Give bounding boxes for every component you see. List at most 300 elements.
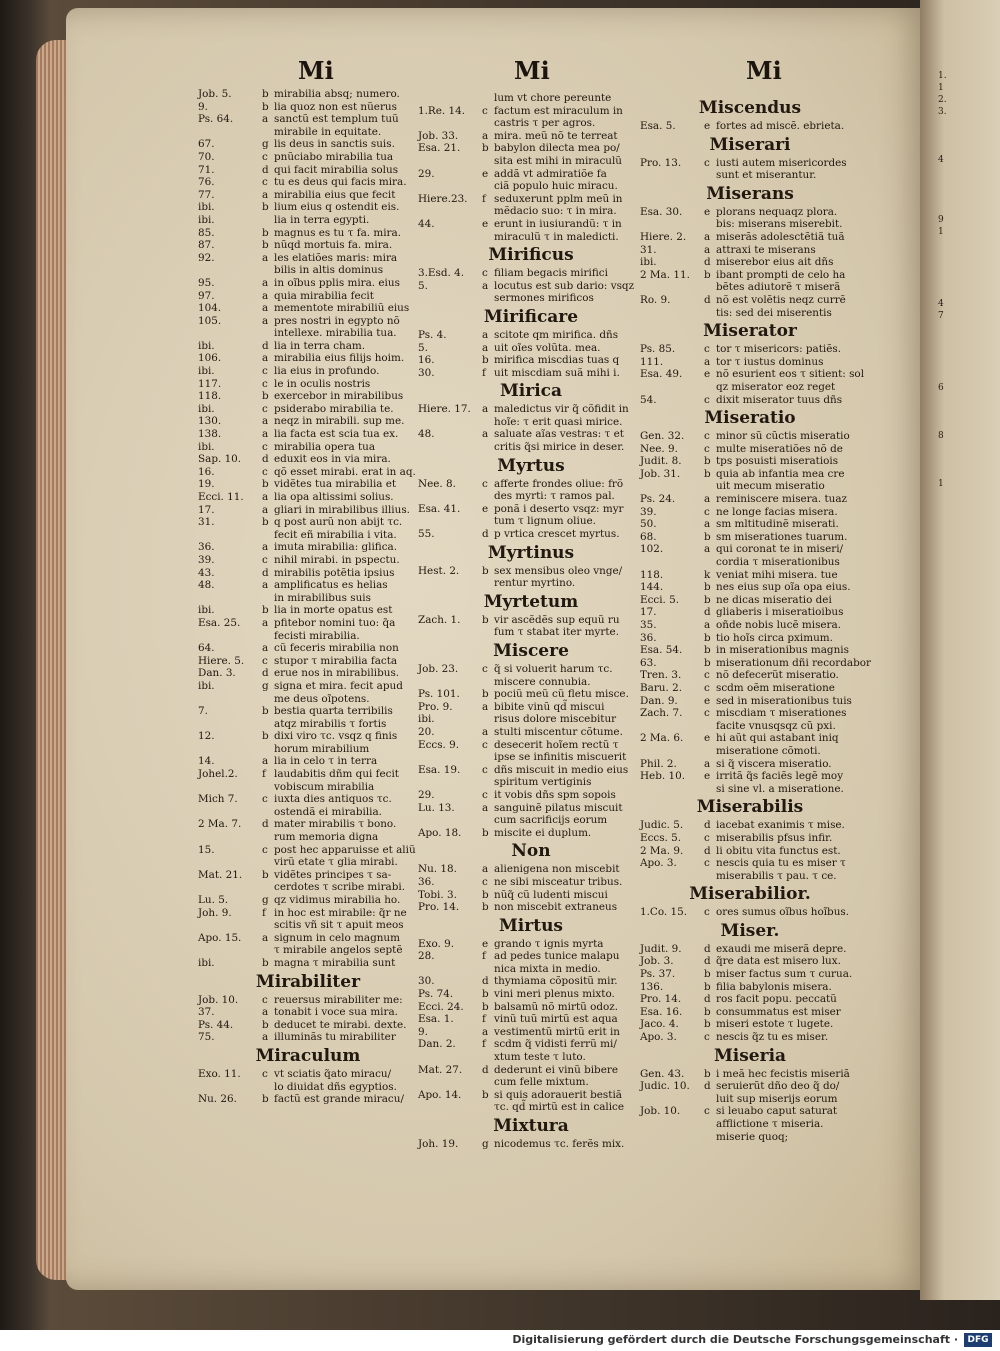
reference: 30.	[418, 975, 435, 988]
section-letter: a	[482, 328, 489, 341]
quotation: nes eius sup oĩa opa eius.	[716, 581, 851, 594]
reference	[640, 218, 704, 231]
reference	[198, 264, 262, 277]
quotation: in hoc est mirabile: q̃r ne	[274, 906, 407, 919]
quotation: cum felle mixtum.	[494, 1076, 589, 1089]
reference: Esa. 41.	[418, 502, 461, 515]
section-letter: d	[704, 942, 711, 955]
concordance-line	[640, 468, 860, 481]
quotation: uit miscdiam suã mihi i.	[494, 366, 620, 379]
quotation: dixi viro τc. vsqz q finis	[274, 730, 398, 743]
reference: Zach. 1.	[418, 613, 461, 626]
quotation: miserie quoq;	[716, 1130, 789, 1143]
section-letter: a	[262, 188, 269, 201]
quotation: erunt in iusiurandũ: τ in	[494, 217, 622, 230]
concordance-line	[640, 455, 860, 468]
section-letter: c	[704, 1105, 710, 1118]
quotation: ne sibi misceatur tribus.	[494, 875, 623, 888]
quotation: saluate aĩas vestras: τ et	[494, 428, 624, 441]
quotation: minor sũ cũctis miseratio	[716, 430, 850, 443]
reference: 2 Ma. 7.	[198, 818, 242, 831]
quotation: miseratione cõmoti.	[716, 744, 821, 757]
section-letter: a	[262, 755, 269, 768]
concordance-line	[198, 415, 418, 428]
header-middle: Mi	[514, 56, 550, 85]
quotation: seduxerunt pplm meũ in	[494, 192, 623, 205]
section-letter	[482, 92, 494, 105]
quotation: gliaberis i miseratioibus	[716, 606, 844, 619]
concordance-line	[198, 907, 418, 920]
concordance-line	[640, 819, 860, 832]
quotation: fortes ad miscẽ. ebrieta.	[716, 120, 845, 132]
section-letter: c	[704, 831, 710, 844]
quotation: ne longe facias misera.	[716, 505, 838, 518]
quotation: scitis vñ sit τ apuit meos	[274, 919, 404, 932]
quotation: vir ascẽdẽs sup equũ ru	[494, 613, 620, 626]
quotation: miscite ei duplum.	[494, 826, 592, 839]
reference: ibi.	[198, 440, 215, 453]
reference: 9.	[418, 1025, 428, 1038]
reference	[198, 944, 262, 957]
concordance-line	[198, 856, 418, 869]
concordance-line	[198, 881, 418, 894]
reference: Baru. 2.	[640, 681, 683, 694]
entry-heading: Mirificare	[483, 306, 579, 327]
reference: 36.	[640, 631, 657, 644]
quotation: sm miserationes tuarum.	[716, 530, 848, 543]
reference: ibi.	[418, 713, 435, 726]
section-letter: d	[704, 993, 711, 1006]
reference: Ps. 101.	[418, 688, 460, 701]
concordance-line	[640, 581, 860, 594]
concordance-line	[198, 579, 418, 592]
concordance-line	[640, 244, 860, 257]
reference: 17.	[640, 606, 657, 619]
section-letter	[482, 1101, 494, 1114]
entry-heading: Miseratio	[704, 408, 796, 429]
section-letter	[262, 718, 274, 731]
section-letter: b	[482, 1000, 489, 1013]
section-letter: a	[262, 1006, 269, 1019]
concordance-line	[418, 490, 644, 503]
reference	[418, 180, 482, 193]
quotation: tor τ misericors: patiẽs.	[716, 343, 842, 356]
quotation: ros facit popu. peccatũ	[716, 993, 837, 1006]
quotation: me deus oĩpotens.	[274, 692, 370, 705]
concordance-line	[640, 206, 860, 219]
section-letter: a	[704, 243, 711, 256]
section-letter: e	[704, 120, 711, 132]
reference: Lu. 5.	[198, 894, 229, 906]
footer-bar	[0, 1330, 1000, 1351]
reference	[198, 781, 262, 794]
quotation: quia ab infantia mea cre	[716, 467, 845, 480]
concordance-line	[198, 403, 418, 416]
section-letter: c	[262, 553, 268, 566]
concordance-line	[640, 394, 860, 407]
quotation: critis q̃si mirice in deser.	[494, 441, 625, 454]
reference	[198, 831, 262, 844]
section-letter	[482, 626, 494, 639]
concordance-line	[640, 745, 860, 758]
section-letter	[482, 963, 494, 976]
reference: Mich 7.	[198, 793, 238, 806]
reference: Ro. 9.	[640, 293, 671, 306]
quotation: qz vidimus mirabilia ho.	[274, 894, 401, 906]
section-letter: b	[262, 705, 269, 718]
concordance-line	[198, 630, 418, 643]
concordance-line	[198, 718, 418, 731]
quotation: filiam begacis mirifici	[494, 267, 608, 280]
reference: Judit. 9.	[640, 942, 682, 955]
concordance-line	[198, 101, 418, 114]
reference: 87.	[198, 239, 215, 252]
reference: 36.	[418, 875, 435, 888]
reference	[418, 117, 482, 130]
reference	[418, 751, 482, 764]
concordance-line	[640, 543, 860, 556]
section-letter: e	[482, 167, 489, 180]
reference: 54.	[640, 393, 657, 406]
concordance-line	[418, 663, 644, 676]
quotation: lia in morte opatus est	[274, 604, 393, 617]
dfg-logo: DFG	[964, 1333, 992, 1347]
concordance-line	[198, 793, 418, 806]
section-letter: c	[482, 875, 488, 888]
section-letter: b	[262, 604, 269, 617]
quotation: in mirabilibus suis	[274, 591, 371, 604]
concordance-line	[640, 1080, 860, 1093]
concordance-line	[418, 789, 644, 802]
reference: 29.	[418, 788, 435, 801]
reference: Eccs. 5.	[640, 831, 682, 844]
reference: 138.	[198, 428, 222, 441]
concordance-line	[198, 151, 418, 164]
reference: 105.	[198, 314, 222, 327]
concordance-line	[418, 403, 644, 416]
quotation: lium eius q ostendit eis.	[274, 201, 400, 214]
quotation: hoĩe: τ erit quasi mirice.	[494, 415, 623, 428]
quotation: fecisti mirabilia.	[274, 629, 360, 642]
quotation: exercebor in mirabilibus	[274, 390, 404, 403]
section-letter: b	[262, 226, 269, 239]
section-letter: c	[704, 343, 710, 356]
concordance-line	[640, 845, 860, 858]
concordance-line	[640, 506, 860, 519]
reference	[640, 480, 704, 493]
concordance-line	[418, 478, 644, 491]
reference	[640, 381, 704, 394]
quotation: des myrti: τ ramos pal.	[494, 490, 615, 503]
quotation: miseri estote τ lugete.	[716, 1018, 834, 1031]
concordance-line	[198, 919, 418, 932]
quotation: iuxta dies antiquos τc.	[274, 793, 392, 806]
quotation: mementote mirabiliũ eius	[274, 302, 410, 315]
section-letter: a	[482, 129, 489, 142]
concordance-line	[640, 770, 860, 783]
section-letter: a	[262, 503, 269, 516]
quotation: in oĩbus pplis mira. eius	[274, 276, 400, 289]
section-letter	[262, 1081, 274, 1094]
concordance-line	[640, 720, 860, 733]
section-letter	[482, 416, 494, 429]
reference	[640, 169, 704, 182]
reference: 111.	[640, 355, 664, 368]
quotation: vobiscum mirabilia	[274, 780, 375, 793]
concordance-line	[198, 214, 418, 227]
reference: Mat. 21.	[198, 868, 243, 881]
concordance-line	[418, 503, 644, 516]
quotation: virũ etate τ glia mirabi.	[274, 856, 398, 869]
column-left	[198, 88, 418, 1106]
quotation: ibant prompti de celo ha	[716, 268, 846, 281]
reference	[418, 441, 482, 454]
quotation: babylon dilecta mea po/	[494, 142, 620, 155]
section-letter: k	[704, 568, 711, 581]
reference: ibi.	[198, 679, 215, 692]
reference: Mat. 27.	[418, 1063, 463, 1076]
reference	[640, 745, 704, 758]
concordance-line	[418, 92, 644, 105]
concordance-line	[198, 655, 418, 668]
quotation: uit oĩes volũta. mea.	[494, 341, 601, 354]
quotation: it vobis dñs spm sopois	[494, 788, 616, 801]
section-letter	[704, 1118, 716, 1131]
section-letter: b	[262, 730, 269, 743]
concordance-line	[198, 164, 418, 177]
concordance-line	[198, 277, 418, 290]
concordance-line	[640, 480, 860, 493]
section-letter: c	[482, 104, 488, 117]
concordance-line	[640, 1131, 860, 1144]
reference: Ps. 85.	[640, 343, 676, 356]
quotation: amplificatus es helias	[274, 579, 388, 592]
section-letter	[482, 713, 494, 726]
quotation: alienigena non miscebit	[494, 863, 620, 876]
reference: 39.	[198, 553, 215, 566]
reference: 28.	[418, 950, 435, 963]
quotation: signum in celo magnum	[274, 931, 400, 944]
reference: Ps. 74.	[418, 988, 454, 1001]
entry-heading: Miscere	[493, 641, 569, 661]
reference	[418, 515, 482, 528]
section-letter: b	[262, 956, 269, 969]
quotation: miraculũ τ in maledicti.	[494, 230, 619, 243]
quotation: dixit miserator tuus dñs	[716, 393, 843, 406]
quotation: bibite vinũ qd̃ miscui	[494, 700, 605, 713]
reference: Pro. 14.	[640, 993, 682, 1006]
section-letter: a	[262, 289, 269, 302]
concordance-line	[198, 705, 418, 718]
section-letter: a	[262, 251, 269, 264]
concordance-line	[418, 863, 644, 876]
quotation: non miscebit extraneus	[494, 901, 618, 914]
concordance-line	[418, 142, 644, 155]
concordance-line	[198, 365, 418, 378]
quotation: locutus est sub dario: vsqz	[494, 279, 635, 292]
concordance-line	[418, 876, 644, 889]
quotation: miserãs adolesctẽtiã tuã	[716, 230, 845, 243]
section-letter: a	[262, 352, 269, 365]
concordance-line	[418, 367, 644, 380]
concordance-line	[418, 950, 644, 963]
reference: 144.	[640, 581, 664, 594]
concordance-line	[640, 169, 860, 182]
concordance-line	[418, 802, 644, 815]
right-page-edge	[920, 0, 1000, 1300]
concordance-line	[198, 869, 418, 882]
reference: 48.	[198, 579, 215, 592]
quotation: bis: miserans miserebit.	[716, 218, 843, 231]
concordance-line	[198, 113, 418, 126]
quotation: vinũ tuũ mirtũ est aqua	[494, 1013, 618, 1026]
concordance-line	[418, 726, 644, 739]
concordance-line	[640, 518, 860, 531]
section-letter	[704, 1131, 716, 1144]
section-letter: b	[262, 201, 269, 214]
concordance-line	[640, 1018, 860, 1031]
reference: 117.	[198, 377, 222, 390]
concordance-line	[198, 894, 418, 907]
reference	[418, 1051, 482, 1064]
concordance-line	[418, 814, 644, 827]
concordance-line	[198, 755, 418, 768]
concordance-line	[418, 193, 644, 206]
reference: 68.	[640, 530, 657, 543]
reference: Dan. 2.	[418, 1038, 456, 1051]
section-letter: c	[482, 738, 488, 751]
reference	[198, 881, 262, 894]
section-letter	[704, 381, 716, 394]
quotation: si quis adorauerit bestiã	[494, 1088, 622, 1101]
concordance-line	[198, 441, 418, 454]
quotation: p vrtica crescet myrtus.	[494, 528, 620, 541]
quotation: mirabile in equitate.	[274, 125, 382, 138]
section-letter	[482, 776, 494, 789]
concordance-line	[418, 776, 644, 789]
quotation: multe miseratiões nõ de	[716, 442, 843, 455]
quotation: lo diuidat dñs egyptios.	[274, 1080, 397, 1093]
section-letter: a	[262, 616, 269, 629]
reference: Judic. 10.	[640, 1080, 690, 1093]
section-letter	[704, 169, 716, 182]
footer-credit: Digitalisierung gefördert durch die Deutsche Forschungsgemeinschaft ·	[512, 1333, 958, 1346]
entry-heading: Mirabiliter	[255, 971, 361, 992]
concordance-line	[418, 1089, 644, 1102]
section-letter: c	[704, 1031, 710, 1044]
concordance-line	[640, 758, 860, 771]
quotation: qõ esset mirabi. erat in aq.	[274, 465, 416, 478]
reference: 7.	[198, 705, 208, 718]
reference	[640, 1093, 704, 1106]
reference: Job. 3.	[640, 955, 674, 968]
concordance-line	[418, 614, 644, 627]
quotation: uit mecum miseratio	[716, 480, 825, 493]
reference	[418, 626, 482, 639]
concordance-line	[640, 695, 860, 708]
quotation: mirabilia eius que fecit	[274, 188, 396, 201]
quotation: mirabilia opera tua	[274, 440, 376, 453]
quotation: pociũ meũ cũ fletu misce.	[494, 688, 629, 701]
quotation: nũq̃ cũ ludenti miscui	[494, 888, 608, 901]
section-letter: c	[262, 1067, 268, 1080]
section-letter: b	[704, 593, 711, 606]
reference: 17.	[198, 503, 215, 516]
concordance-line	[418, 180, 644, 193]
reference: ibi.	[198, 365, 215, 378]
section-letter	[262, 743, 274, 756]
section-letter: d	[704, 1080, 711, 1093]
entry-heading: Myrtus	[497, 455, 565, 476]
section-letter: d	[262, 163, 269, 176]
quotation: seruierũt dño deo q̃ do/	[716, 1080, 840, 1093]
concordance-line	[198, 390, 418, 403]
concordance-line	[418, 626, 644, 639]
section-letter: c	[704, 857, 710, 870]
reference: 1.Co. 15.	[640, 906, 688, 919]
section-letter	[262, 831, 274, 844]
concordance-line	[418, 441, 644, 454]
reference: ibi.	[198, 213, 215, 226]
section-letter	[482, 1076, 494, 1089]
quotation: luit sup miserijs eorum	[716, 1092, 838, 1105]
quotation: nicodemus τc. ferẽs mix.	[494, 1138, 625, 1150]
section-letter: b	[482, 354, 489, 367]
quotation: exaudi me miserã depre.	[716, 942, 847, 955]
reference: Hiere. 2.	[640, 230, 687, 243]
concordance-line	[198, 642, 418, 655]
quotation: neqz in mirabili. sup me.	[274, 415, 405, 428]
quotation: rum memoria digna	[274, 831, 379, 844]
quotation: lis deus in sanctis suis.	[274, 138, 395, 151]
section-letter: a	[262, 276, 269, 289]
reference: Job. 33.	[418, 129, 459, 142]
entry-heading: Mirtus	[498, 915, 563, 936]
reference: Zach. 7.	[640, 707, 683, 720]
section-letter	[704, 307, 716, 320]
concordance-line	[640, 1006, 860, 1019]
reference: Esa. 16.	[640, 1005, 683, 1018]
reference: 5.	[418, 341, 428, 354]
concordance-line	[640, 993, 860, 1006]
quotation: miserationum dñi recordabor	[716, 656, 871, 669]
reference: 14.	[198, 755, 215, 768]
section-letter	[482, 676, 494, 689]
reference: 43.	[198, 566, 215, 579]
section-letter: b	[704, 968, 711, 981]
quotation: miserabilis pfsus infir.	[716, 831, 833, 844]
concordance-line	[640, 281, 860, 294]
reference	[198, 327, 262, 340]
section-letter	[482, 1051, 494, 1064]
concordance-line	[418, 416, 644, 429]
section-letter: a	[262, 579, 269, 592]
section-letter: a	[262, 642, 269, 655]
section-letter: b	[704, 644, 711, 657]
quotation: sanctũ est templum tuũ	[274, 113, 399, 126]
quotation: cũ feceris mirabilia non	[274, 642, 399, 655]
concordance-line	[640, 307, 860, 320]
quotation: lia in celo τ in terra	[274, 755, 378, 768]
concordance-line	[640, 218, 860, 231]
reference: 16.	[418, 354, 435, 367]
concordance-line	[640, 732, 860, 745]
quotation: tor τ iustus dominus	[716, 355, 824, 368]
quotation: lia quoz non est nũerus	[274, 100, 397, 113]
concordance-line	[198, 1093, 418, 1106]
concordance-line	[418, 354, 644, 367]
quotation: scdm q̃ vidisti ferrũ mi/	[494, 1038, 617, 1051]
